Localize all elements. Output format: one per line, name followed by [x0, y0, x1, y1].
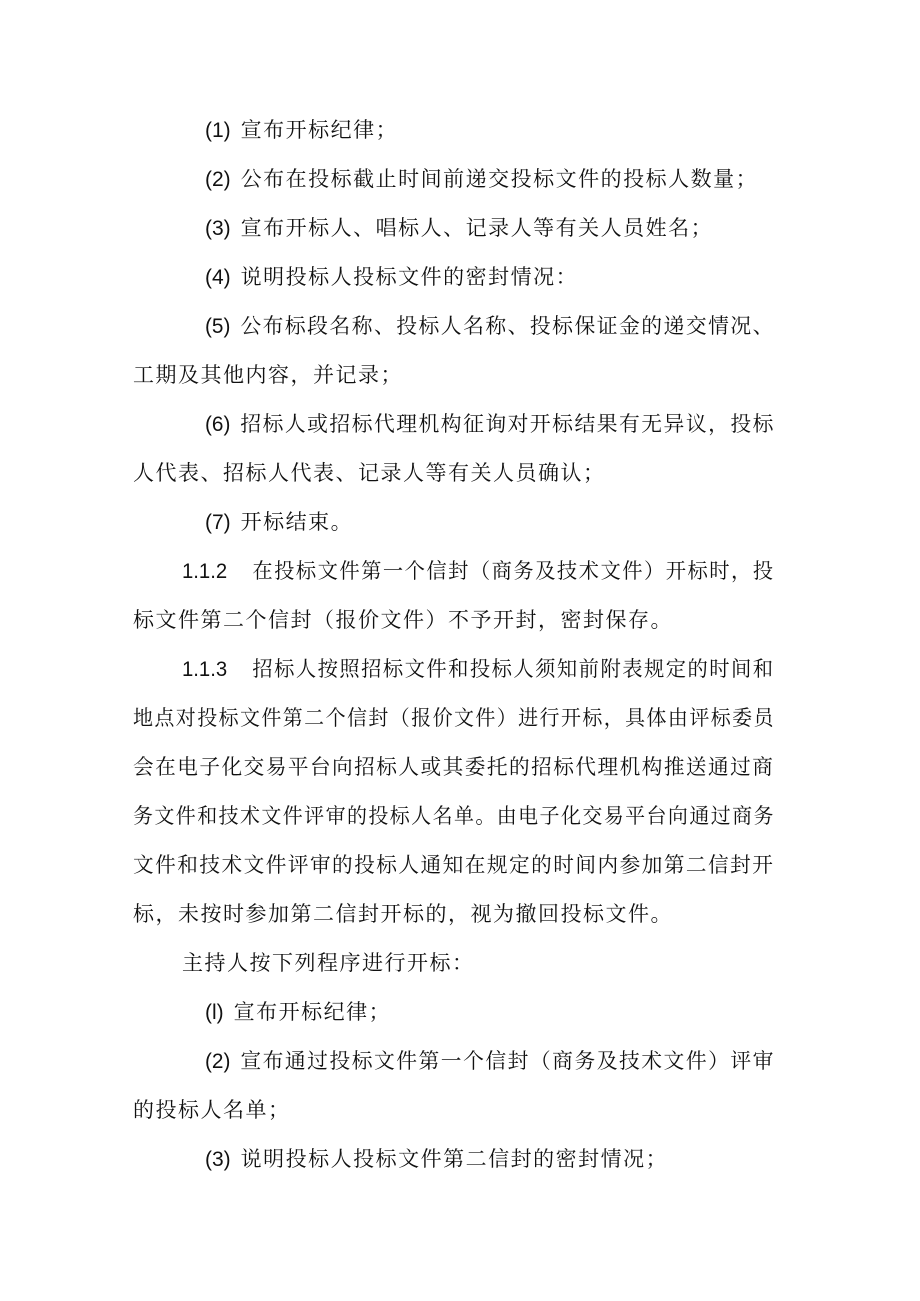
line-text: 会在电子化交易平台向招标人或其委托的招标代理机构推送通过商 — [133, 755, 775, 779]
line-text: 务文件和技术文件评审的投标人名单。由电子化交易平台向通过商务 — [133, 804, 775, 828]
list-item — [205, 409, 775, 439]
item-text: 宣布开标人、唱标人、记录人等有关人员姓名； — [240, 216, 714, 240]
item-number: (7) — [205, 511, 231, 534]
paragraph-line — [133, 801, 775, 831]
paragraph-line — [133, 703, 775, 733]
paragraph-line — [182, 948, 475, 978]
item-text: 说明投标人投标文件第二信封的密封情况； — [240, 1147, 669, 1171]
list-item — [205, 997, 391, 1027]
item-text: 宣布通过投标文件第一个信封（商务及技术文件）评审 — [240, 1049, 775, 1073]
list-item — [205, 507, 353, 537]
item-text: 招标人或招标代理机构征询对开标结果有无异议，投标 — [240, 412, 775, 436]
line-text: 人代表、招标人代表、记录人等有关人员确认； — [133, 461, 606, 485]
list-item — [205, 1046, 775, 1076]
line-text: 文件和技术文件评审的投标人通知在规定的时间内参加第二信封开 — [133, 853, 775, 877]
list-item — [205, 115, 398, 145]
item-text: 开标结束。 — [240, 510, 354, 534]
paragraph-line — [133, 752, 774, 782]
section-heading-line — [182, 556, 774, 586]
item-text: 说明投标人投标文件的密封情况： — [240, 265, 579, 289]
paragraph-line — [133, 605, 673, 635]
item-number: (2) — [205, 168, 231, 191]
item-text: 宣布开标纪律； — [233, 1000, 392, 1024]
paragraph-line — [133, 899, 673, 929]
paragraph-line — [133, 458, 606, 488]
line-text: 主持人按下列程序进行开标： — [182, 951, 475, 975]
section-number: 1.1.3 — [182, 658, 228, 681]
list-item — [205, 262, 578, 292]
line-text: 工期及其他内容，并记录； — [133, 363, 403, 387]
item-number: (2) — [205, 1050, 231, 1073]
line-text: 地点对投标文件第二个信封（报价文件）进行开标，具体由评标委员 — [133, 706, 775, 730]
list-item — [205, 164, 758, 194]
item-number: (5) — [205, 315, 231, 338]
item-number: (1) — [205, 119, 231, 142]
list-item — [205, 213, 713, 243]
paragraph-line — [133, 360, 403, 390]
item-number: (4) — [205, 266, 231, 289]
section-text: 在投标文件第一个信封（商务及技术文件）开标时，投 — [252, 559, 775, 583]
line-text: 标文件第二个信封（报价文件）不予开封，密封保存。 — [133, 608, 673, 632]
section-text: 招标人按照招标文件和投标人须知前附表规定的时间和 — [252, 657, 775, 681]
item-text: 宣布开标纪律； — [240, 118, 399, 142]
item-number: (l) — [205, 1001, 224, 1024]
line-text: 的投标人名单； — [133, 1098, 291, 1122]
item-number: (6) — [205, 413, 231, 436]
paragraph-line — [133, 850, 774, 880]
item-text: 公布标段名称、投标人名称、投标保证金的递交情况、 — [240, 314, 775, 338]
list-item — [205, 311, 775, 341]
item-number: (3) — [205, 217, 231, 240]
item-text: 公布在投标截止时间前递交投标文件的投标人数量； — [240, 167, 759, 191]
list-item — [205, 1144, 668, 1174]
section-number: 1.1.2 — [182, 560, 228, 583]
line-text: 标，未按时参加第二信封开标的，视为撤回投标文件。 — [133, 902, 673, 926]
paragraph-line — [133, 1095, 291, 1125]
section-heading-line — [182, 654, 774, 684]
item-number: (3) — [205, 1148, 231, 1171]
